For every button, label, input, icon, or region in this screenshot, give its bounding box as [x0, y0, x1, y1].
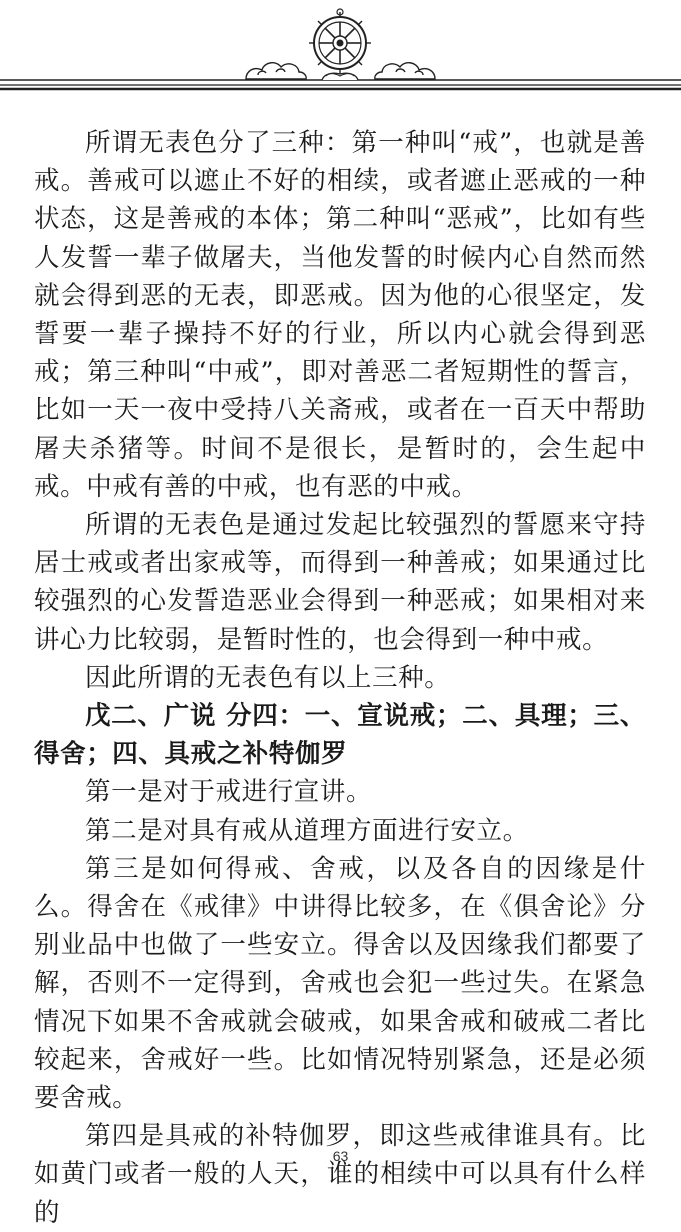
- paragraph: 第三是如何得戒、舍戒，以及各自的因缘是什么。得舍在《戒律》中讲得比较多，在《俱舍论》分别业品中也做了一些安立。得舍以及因缘我们都要了解，否则不一定得到，舍戒也会犯一些过失。在紧急情况下如果不舍戒就会破戒，如果舍戒和破戒二者比较起来，舍戒好一些。比如情况特别紧急，还是必须要舍戒。: [34, 853, 646, 1114]
- page-number: 63: [332, 1148, 349, 1164]
- dharma-wheel-icon: [309, 9, 371, 80]
- paragraph: 所谓无表色分了三种：第一种叫“戒”，也就是善戒。善戒可以遮止不好的相续，或者遮止恶戒的一种状态，这是善戒的本体；第二种叫“恶戒”，比如有些人发誓一辈子做屠夫，当他发誓的时候内心自然而然就会得到恶的无表，即恶戒。因为他的心很坚定，发誓要一辈子操持不好的行业，所以内心就会得到恶戒；第三种叫“中戒”，即对善恶二者短期性的誓言，比如一天一夜中受持八关斋戒，或者在一百天中帮助屠夫杀猪等。时间不是很长，是暂时的，会生起中戒。中戒有善的中戒，也有恶的中戒。: [34, 128, 646, 502]
- paragraph: 因此所谓的无表色有以上三种。: [85, 662, 451, 693]
- paragraph: 第一是对于戒进行宣讲。: [85, 777, 373, 808]
- section-heading: 戊二、广说 分四：一、宣说戒；二、具理；三、得舍；四、具戒之补特伽罗: [34, 701, 646, 770]
- right-cloud-icon: [375, 63, 435, 79]
- paragraph: 第四是具戒的补特伽罗，即这些戒律谁具有。比如黄门或者一般的人天，谁的相续中可以具有什么样的: [34, 1121, 646, 1228]
- header-rule: [0, 80, 681, 89]
- left-cloud-icon: [246, 63, 306, 79]
- header-ornament: [0, 0, 681, 100]
- paragraph: 第二是对具有戒从道理方面进行安立。: [85, 815, 529, 846]
- page-body: [34, 124, 646, 1232]
- paragraph: 所谓的无表色是通过发起比较强烈的誓愿来守持居士戒或者出家戒等，而得到一种善戒；如果通过比较强烈的心发誓造恶业会得到一种恶戒；如果相对来讲心力比较弱，是暂时性的，也会得到一种中戒。: [34, 510, 646, 655]
